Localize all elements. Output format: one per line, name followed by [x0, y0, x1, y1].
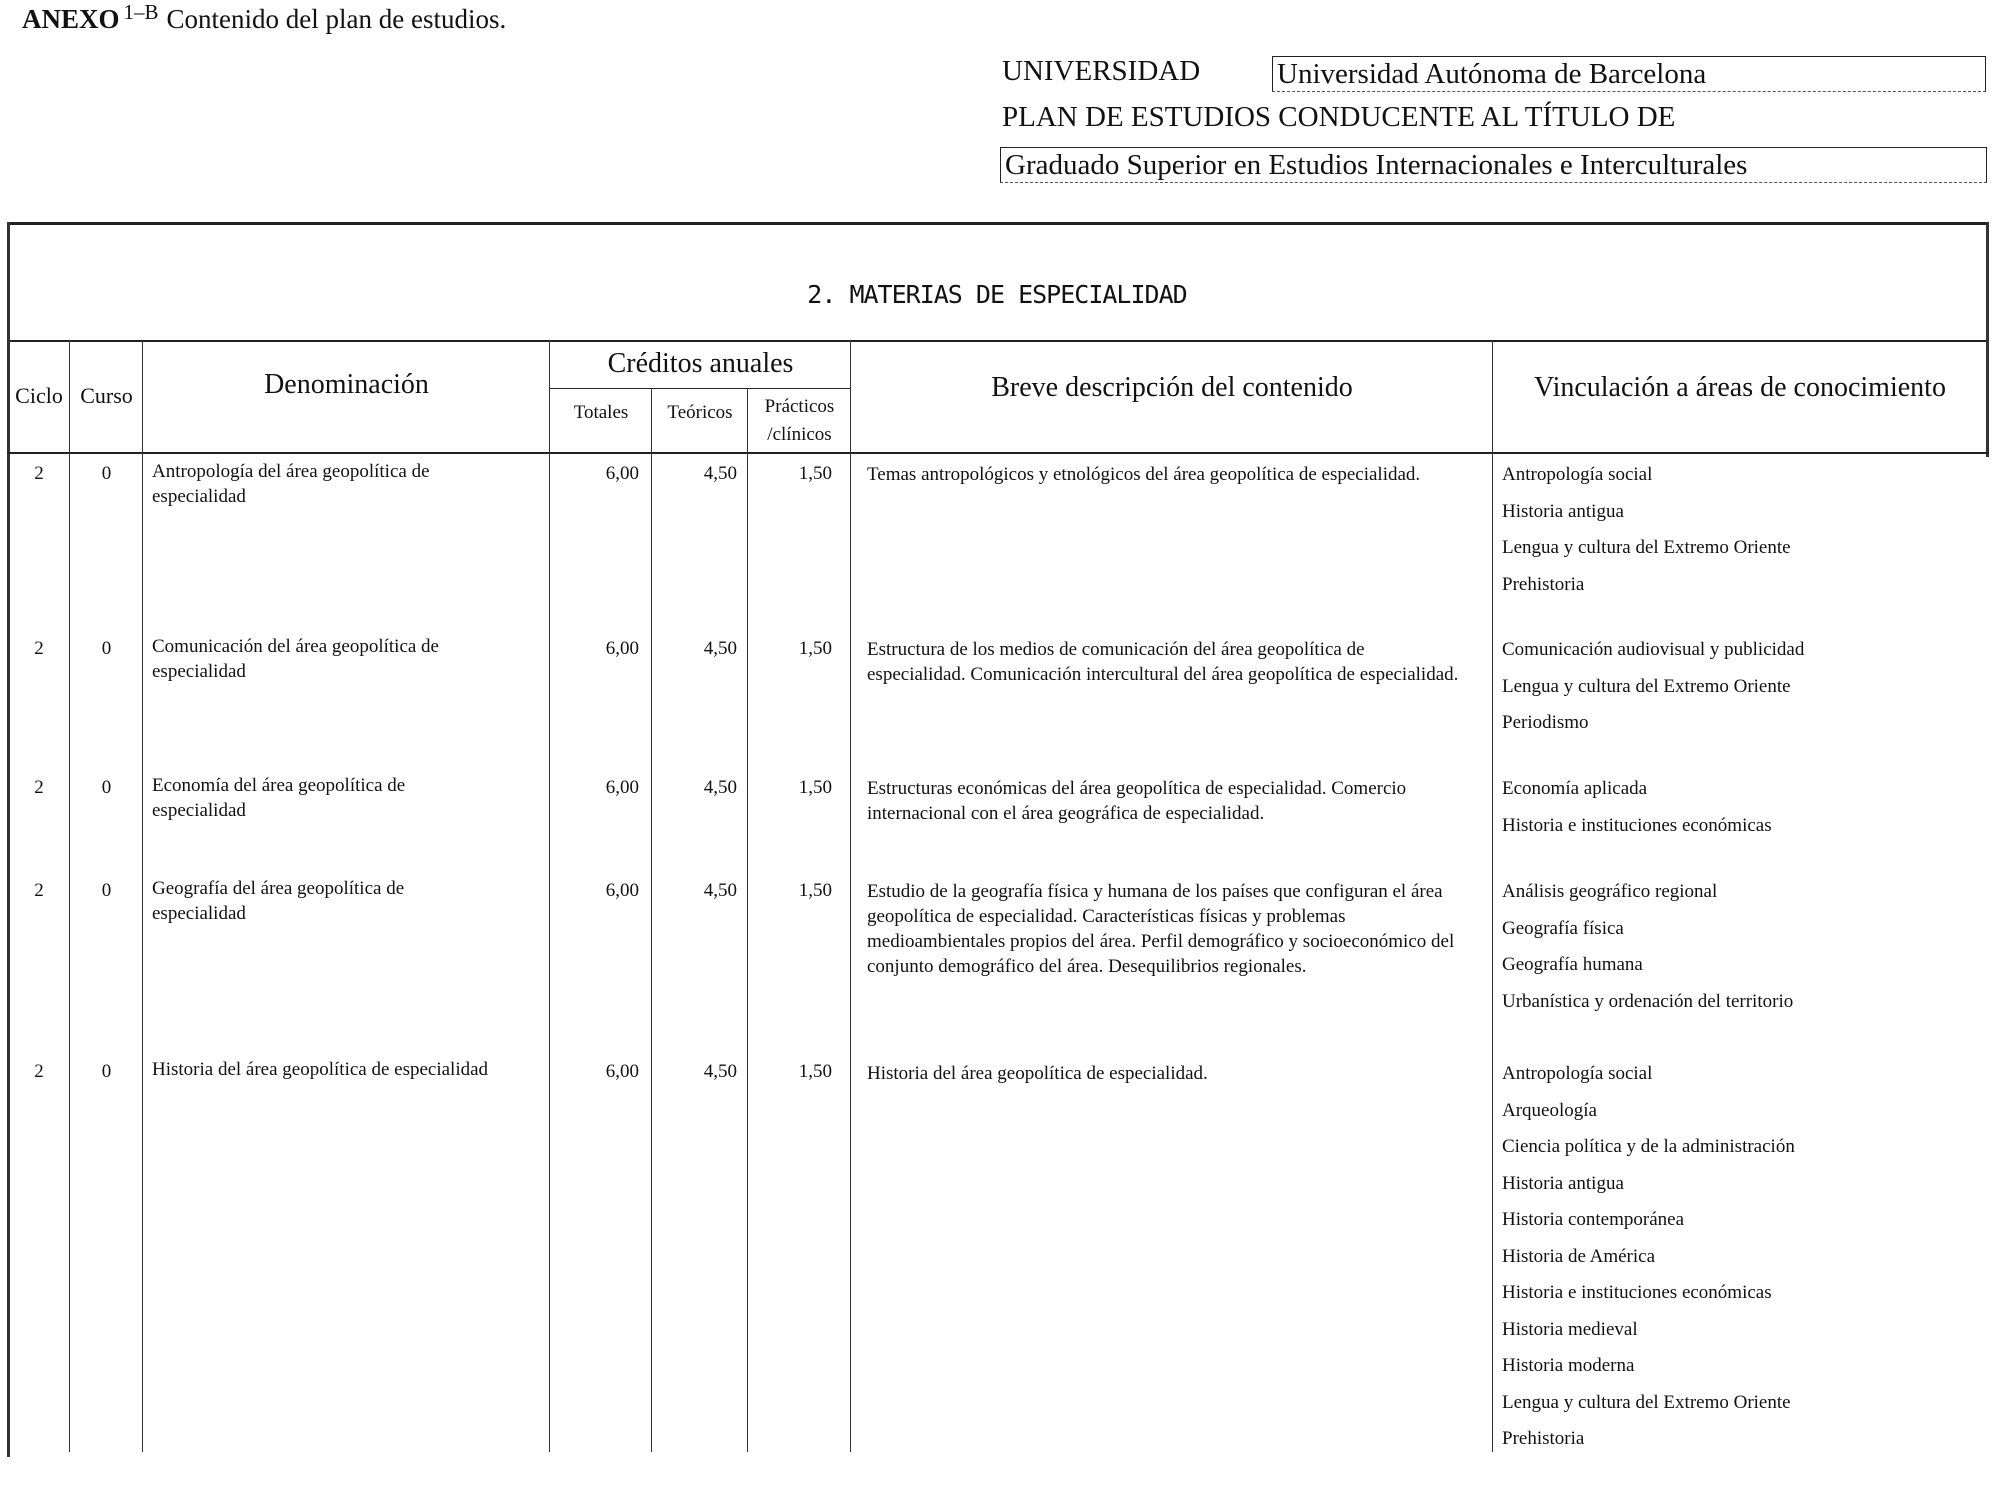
- cell-ciclo: 2: [34, 638, 44, 659]
- col-header-creditos: Créditos anuales: [607, 348, 794, 379]
- anexo-text: Contenido del plan de estudios.: [166, 4, 507, 34]
- area-item: Economía aplicada: [1502, 778, 1648, 799]
- cell-areas: [1502, 1056, 1982, 1458]
- col-header-teoricos: Teóricos: [667, 402, 733, 423]
- cell-teoricos: 4,50: [703, 777, 737, 798]
- area-item: Historia e instituciones económicas: [1502, 1282, 1772, 1303]
- col-header-totales: Totales: [573, 402, 629, 423]
- area-item: Historia de América: [1502, 1245, 1656, 1267]
- area-item: Comunicación audiovisual y publicidad: [1502, 639, 1805, 660]
- cell-practicos: 1,50: [798, 463, 832, 484]
- area-item: Antropología social: [1502, 464, 1653, 485]
- cell-teoricos: 4,50: [703, 638, 737, 659]
- universidad-field: Universidad Autónoma de Barcelona: [1272, 56, 1986, 92]
- cell-totales: 6,00: [605, 777, 639, 798]
- col-header-practicos: [749, 390, 850, 452]
- area-item: Historia moderna: [1502, 1355, 1635, 1376]
- area-item: Prehistoria: [1502, 1428, 1585, 1449]
- cell-curso: 0: [101, 638, 112, 659]
- table-border-right: [1986, 222, 1989, 457]
- area-item: Historia medieval: [1502, 1318, 1638, 1340]
- cell-teoricos: 4,50: [703, 880, 737, 901]
- cell-practicos: 1,50: [798, 638, 832, 659]
- cell-descripcion: Estructura de los medios de comunicación del área geopolítica de especialidad. Comunicación intercultural del área geopolítica de especialidad.: [867, 639, 1459, 685]
- cell-totales: 6,00: [605, 1061, 639, 1082]
- cell-curso: 0: [101, 880, 112, 901]
- cell-ciclo: 2: [34, 463, 44, 484]
- col-header-vinculacion: Vinculación a áreas de conocimiento: [1534, 372, 1946, 403]
- cell-denominacion: Historia del área geopolítica de especialidad: [152, 1059, 489, 1080]
- cell-denominacion: Antropología del área geopolítica de especialidad: [152, 461, 430, 507]
- col-header-ciclo: Ciclo: [15, 383, 63, 408]
- anexo-heading: [22, 0, 507, 35]
- cell-areas: [1502, 632, 1982, 742]
- cell-descripcion: Estructuras económicas del área geopolítica de especialidad. Comercio internacional con el área geográfica de especialidad.: [867, 778, 1407, 824]
- anexo-label: ANEXO: [22, 4, 120, 34]
- col-line-practicos: [850, 340, 851, 1452]
- anexo-number: 1–B: [123, 0, 159, 24]
- col-header-curso: Curso: [80, 383, 133, 408]
- cell-curso: 0: [101, 777, 112, 798]
- cell-curso: 0: [101, 1061, 112, 1082]
- plan-label: PLAN DE ESTUDIOS CONDUCENTE AL TÍTULO DE: [1002, 101, 1676, 133]
- col-header-descripcion: Breve descripción del contenido: [991, 372, 1353, 403]
- col-header-practicos-line1: Prácticos: [764, 396, 835, 417]
- col-header-practicos-line2: /clínicos: [767, 424, 832, 445]
- area-item: Periodismo: [1502, 712, 1589, 733]
- col-header-denominacion: Denominación: [264, 369, 429, 400]
- col-line-curso: [142, 340, 143, 1452]
- area-item: Lengua y cultura del Extremo Oriente: [1502, 537, 1791, 558]
- cell-descripcion: Historia del área geopolítica de especialidad.: [867, 1063, 1208, 1084]
- cell-descripcion: Estudio de la geografía física y humana de los países que configuran el área geopolítica de especialidad. Características físicas y problemas medioambientales propios del área. Perfil demográfico y socioeconómico del conjunto demográfico del área. Desequilibrios regionales.: [867, 881, 1455, 977]
- area-item: Historia e instituciones económicas: [1502, 814, 1772, 836]
- cell-practicos: 1,50: [798, 777, 832, 798]
- area-item: Historia antigua: [1502, 1172, 1624, 1194]
- cell-teoricos: 4,50: [703, 463, 737, 484]
- cell-ciclo: 2: [34, 880, 44, 901]
- cell-denominacion: Comunicación del área geopolítica de especialidad: [152, 636, 439, 682]
- area-item: Geografía humana: [1502, 954, 1643, 975]
- cell-areas: [1502, 874, 1982, 1020]
- col-line-denominacion: [549, 340, 550, 1452]
- col-line-descripcion: [1492, 340, 1493, 1452]
- cell-totales: 6,00: [605, 463, 639, 484]
- cell-denominacion: Geografía del área geopolítica de especialidad: [152, 878, 405, 924]
- cell-areas: [1502, 457, 1982, 603]
- area-item: Arqueología: [1502, 1099, 1597, 1121]
- area-item: Geografía física: [1502, 917, 1624, 939]
- area-item: Urbanística y ordenación del territorio: [1502, 990, 1794, 1012]
- cell-practicos: 1,50: [798, 1061, 832, 1082]
- cell-areas: [1502, 771, 1982, 844]
- section-title: 2. MATERIAS DE ESPECIALIDAD: [807, 280, 1187, 309]
- area-item: Historia contemporánea: [1502, 1209, 1685, 1230]
- cell-ciclo: 2: [34, 1061, 44, 1082]
- area-item: Historia antigua: [1502, 500, 1624, 522]
- cell-totales: 6,00: [605, 638, 639, 659]
- col-line-ciclo: [69, 340, 70, 1452]
- creditos-divider: [549, 388, 850, 389]
- area-item: Lengua y cultura del Extremo Oriente: [1502, 1391, 1791, 1413]
- area-item: Análisis geográfico regional: [1502, 881, 1718, 902]
- area-item: Lengua y cultura del Extremo Oriente: [1502, 675, 1791, 697]
- cell-curso: 0: [101, 463, 112, 484]
- cell-descripcion: Temas antropológicos y etnológicos del área geopolítica de especialidad.: [867, 464, 1421, 485]
- universidad-label: UNIVERSIDAD: [1002, 55, 1201, 87]
- cell-teoricos: 4,50: [703, 1061, 737, 1082]
- header-bottom-line: [7, 452, 1989, 454]
- area-item: Prehistoria: [1502, 573, 1585, 595]
- cell-denominacion: Economía del área geopolítica de especialidad: [152, 775, 406, 821]
- area-item: Ciencia política y de la administración: [1502, 1136, 1795, 1157]
- cell-totales: 6,00: [605, 880, 639, 901]
- col-line-totales: [651, 388, 652, 1452]
- area-item: Antropología social: [1502, 1063, 1653, 1084]
- titulo-field: Graduado Superior en Estudios Internacionales e Interculturales: [1000, 147, 1987, 183]
- cell-ciclo: 2: [34, 777, 44, 798]
- cell-practicos: 1,50: [798, 880, 832, 901]
- col-line-teoricos: [747, 388, 748, 1452]
